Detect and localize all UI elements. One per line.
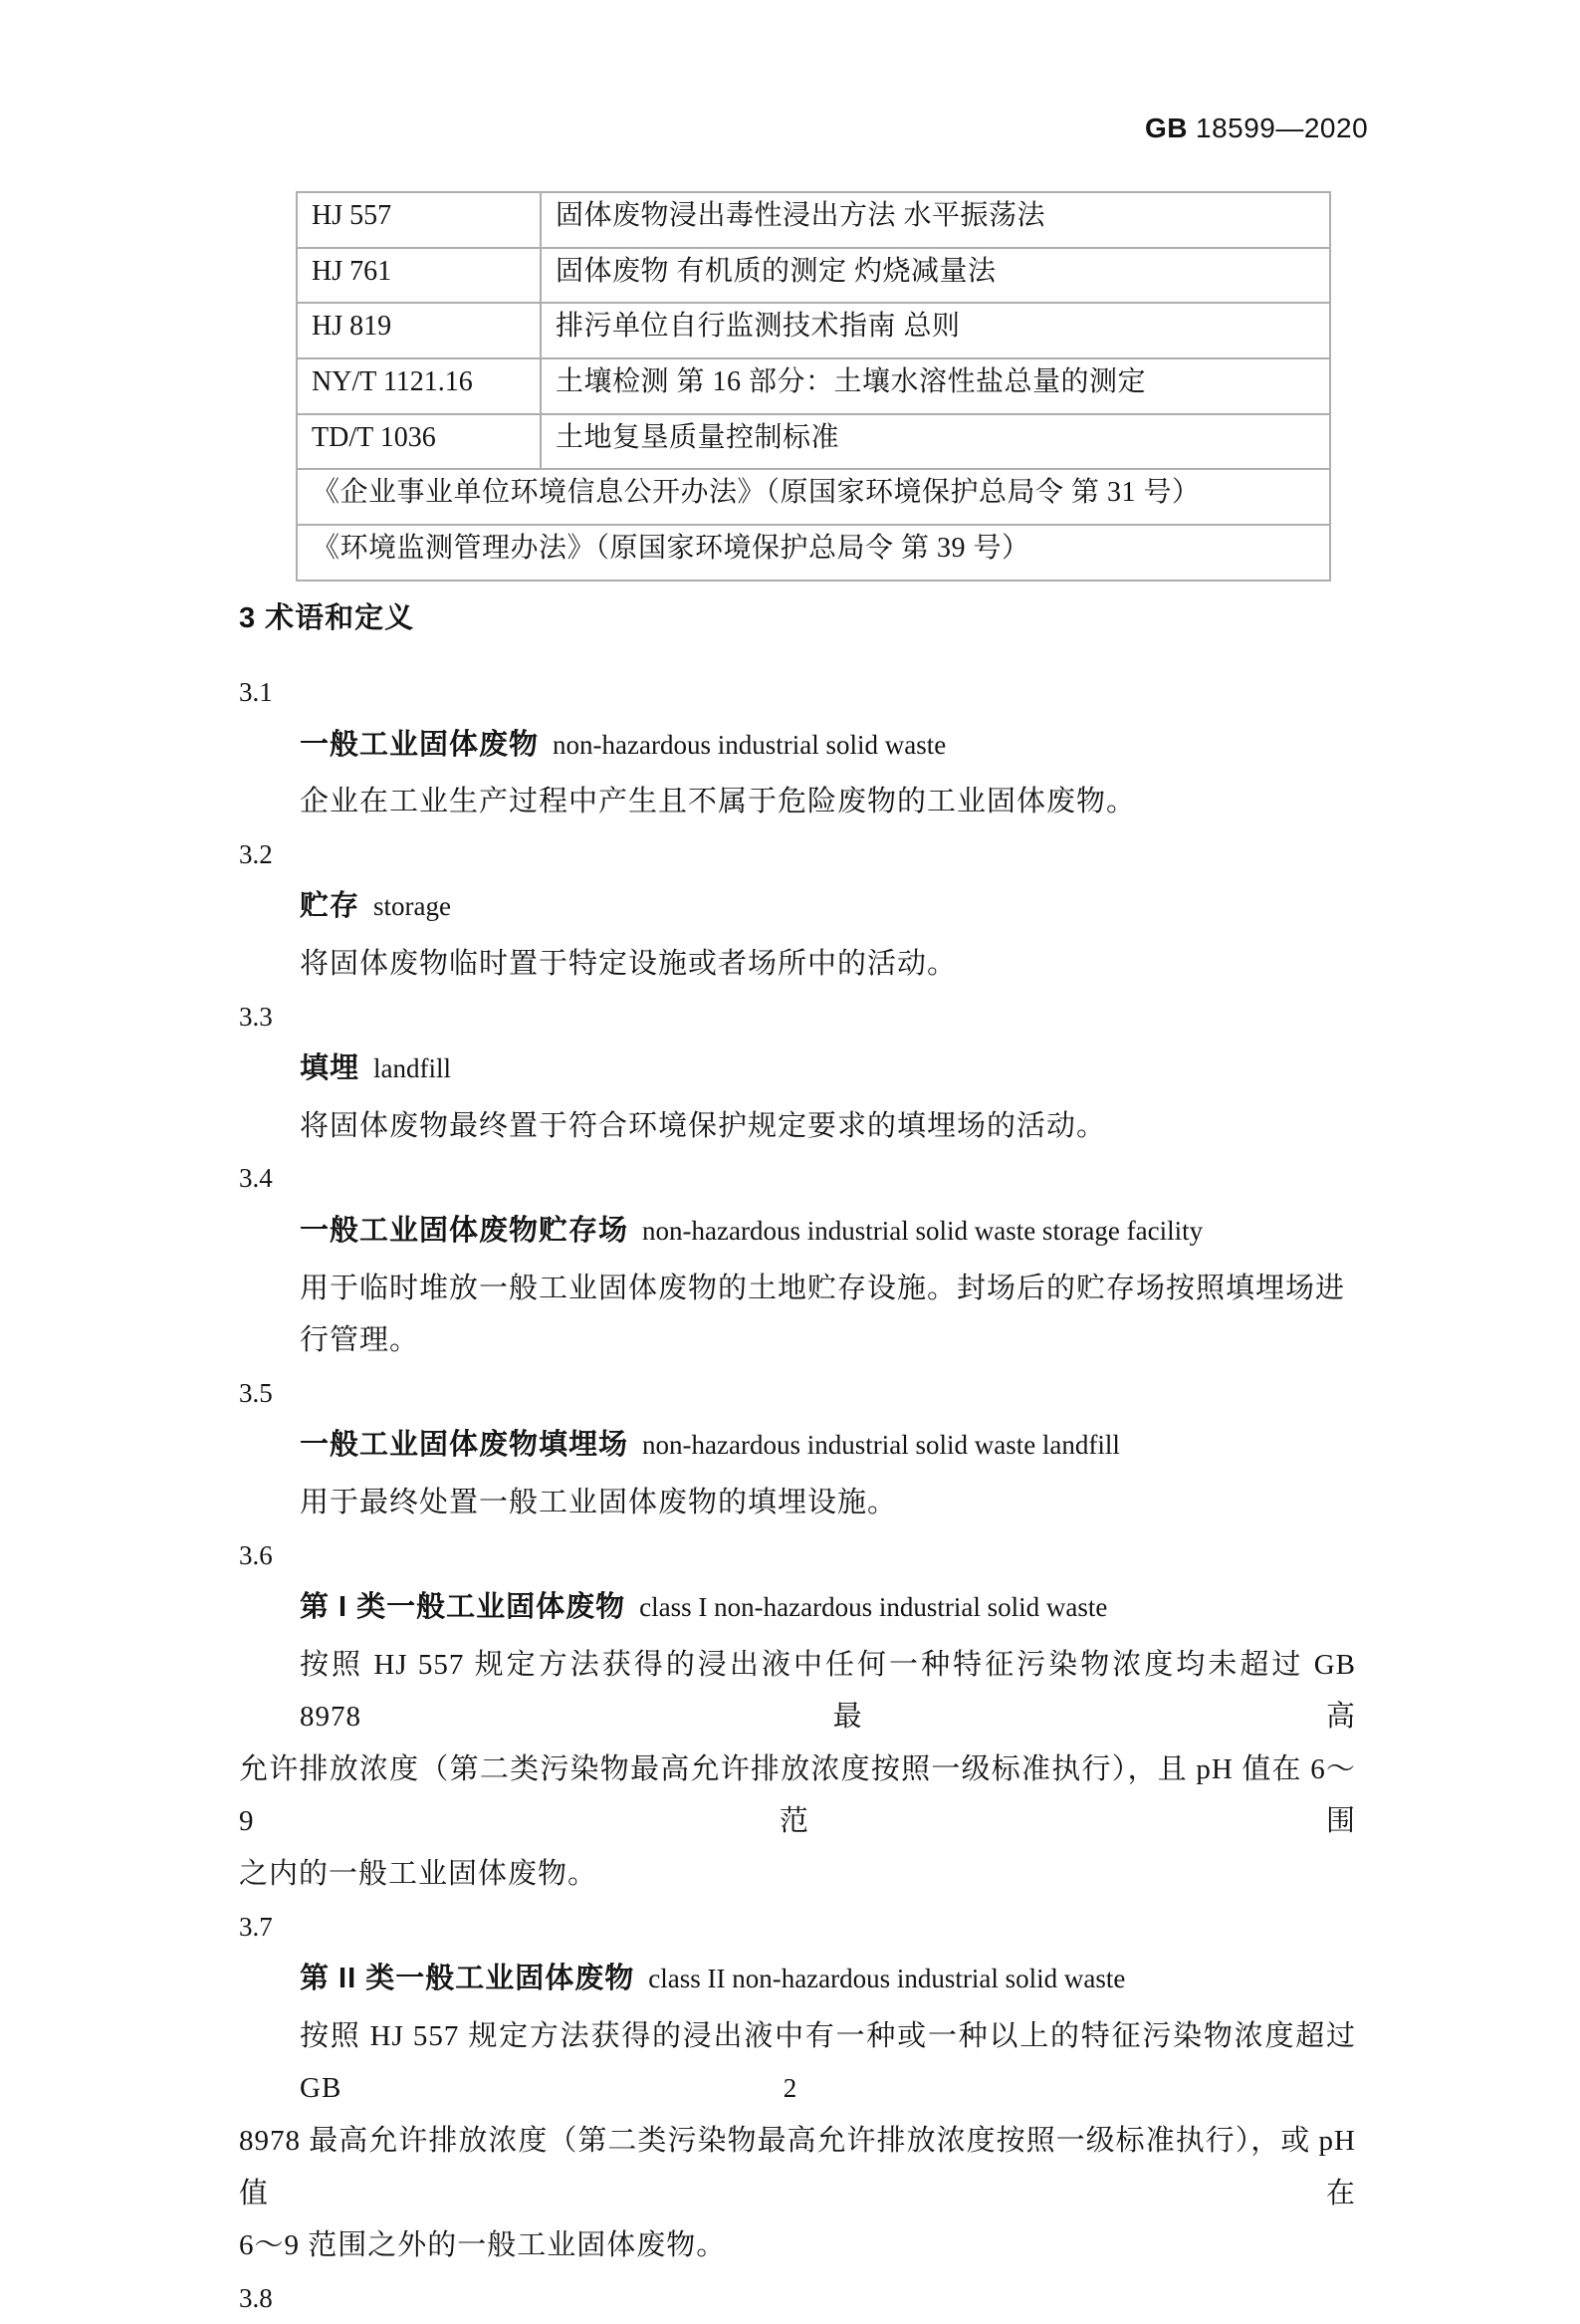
- term-line: [239, 1581, 1356, 1639]
- section-number: 3.6: [239, 1539, 273, 1570]
- standard-code-cell: NY/T 1121.16: [297, 358, 541, 414]
- definition-line: 允许排放浓度（第二类污染物最高允许排放浓度按照一级标准执行），且 pH 值在 6～9 范围: [239, 1752, 1356, 1838]
- standard-title-cell: 固体废物 有机质的测定 灼烧减量法: [541, 248, 1330, 304]
- term-line: [239, 719, 1356, 777]
- term-line: [239, 1043, 1356, 1100]
- page-number: 2: [783, 2073, 797, 2103]
- term-line: [239, 880, 1356, 938]
- term-english: landfill: [373, 1053, 451, 1084]
- term-english: class I non-hazardous industrial solid waste: [639, 1592, 1108, 1623]
- section-3-3: [239, 991, 1356, 1153]
- table-row: [297, 248, 1330, 304]
- references-table: [296, 191, 1331, 581]
- definition-line: 之内的一般工业固体废物。: [239, 1858, 598, 1891]
- section-3-2: [239, 828, 1356, 991]
- term-line: [239, 1419, 1356, 1477]
- regulation-title-cell: 《企业事业单位环境信息公开办法》（原国家环境保护总局令 第 31 号）: [297, 469, 1330, 525]
- standard-title-cell: 土地复垦质量控制标准: [541, 414, 1330, 470]
- table-row: [297, 358, 1330, 414]
- table-row: [297, 525, 1330, 581]
- section-3-6: [239, 1529, 1356, 1901]
- term-chinese: 填埋: [300, 1052, 360, 1085]
- standard-code-cell: HJ 557: [297, 192, 541, 248]
- section-heading: 3 术语和定义: [239, 602, 415, 634]
- definition-line: 按照 HJ 557 规定方法获得的浸出液中任何一种特征污染物浓度均未超过 GB 8978 最高: [300, 1648, 1356, 1734]
- section-number: 3.1: [239, 677, 273, 707]
- standard-code-cell: HJ 819: [297, 303, 541, 358]
- definition-line: 企业在工业生产过程中产生且不属于危险废物的工业固体废物。: [300, 786, 1137, 818]
- term-chinese: 一般工业固体废物: [300, 728, 540, 761]
- definition-line: 8978 最高允许排放浓度（第二类污染物最高允许排放浓度按照一级标准执行），或 pH 值在: [239, 2125, 1356, 2209]
- term-chinese: 一般工业固体废物填埋场: [300, 1429, 629, 1462]
- definition-line: 用于临时堆放一般工业固体废物的土地贮存设施。封场后的贮存场按照填埋场进行管理。: [300, 1272, 1346, 1357]
- term-english: non-hazardous industrial solid waste: [553, 729, 947, 760]
- table-row: [297, 303, 1330, 358]
- section-3-1: [239, 666, 1356, 828]
- standard-number: 18599—2020: [1196, 113, 1369, 143]
- regulation-title-cell: 《环境监测管理办法》（原国家环境保护总局令 第 39 号）: [297, 525, 1330, 581]
- term-english: non-hazardous industrial solid waste storage facility: [642, 1215, 1204, 1246]
- term-chinese: 一般工业固体废物贮存场: [300, 1214, 629, 1247]
- definition-line: 6～9 范围之外的一般工业固体废物。: [239, 2229, 727, 2262]
- section-number: 3.3: [239, 1001, 273, 1032]
- standard-title-cell: 排污单位自行监测技术指南 总则: [541, 303, 1330, 358]
- section-3-8: [239, 2272, 1356, 2324]
- section-3-4: [239, 1152, 1356, 1366]
- standard-code-header: [1145, 112, 1368, 145]
- term-english: non-hazardous industrial solid waste landfill: [642, 1430, 1120, 1461]
- table-row: [297, 414, 1330, 470]
- section-number: 3.5: [239, 1377, 273, 1408]
- term-english: storage: [373, 891, 451, 922]
- definition-line: 将固体废物最终置于符合环境保护规定要求的填埋场的活动。: [300, 1109, 1107, 1142]
- standard-title-cell: 土壤检测 第 16 部分：土壤水溶性盐总量的测定: [541, 358, 1330, 414]
- term-chinese: 第 II 类一般工业固体废物: [300, 1963, 635, 1995]
- section-number: 3.2: [239, 838, 273, 869]
- standard-prefix: GB: [1145, 113, 1188, 143]
- definition-line: 用于最终处置一般工业固体废物的填埋设施。: [300, 1486, 898, 1518]
- section-number: 3.7: [239, 1911, 273, 1942]
- term-line: [239, 1953, 1356, 2010]
- definition-line: 按照 HJ 557 规定方法获得的浸出液中有一种或一种以上的特征污染物浓度超过 GB: [300, 2019, 1356, 2105]
- term-english: class II non-hazardous industrial solid waste: [648, 1964, 1126, 1994]
- standard-title-cell: 固体废物浸出毒性浸出方法 水平振荡法: [541, 192, 1330, 248]
- term-chinese: 贮存: [300, 890, 360, 923]
- term-chinese: 第 I 类一般工业固体废物: [300, 1591, 626, 1624]
- section-number: 3.8: [239, 2282, 273, 2313]
- standard-code-cell: TD/T 1036: [297, 414, 541, 470]
- section-3-5: [239, 1367, 1356, 1529]
- definition-line: 将固体废物临时置于特定设施或者场所中的活动。: [300, 947, 958, 980]
- term-line: [239, 1205, 1356, 1263]
- standard-code-cell: HJ 761: [297, 248, 541, 304]
- table-row: [297, 469, 1330, 525]
- section-number: 3.4: [239, 1163, 273, 1194]
- table-row: [297, 192, 1330, 248]
